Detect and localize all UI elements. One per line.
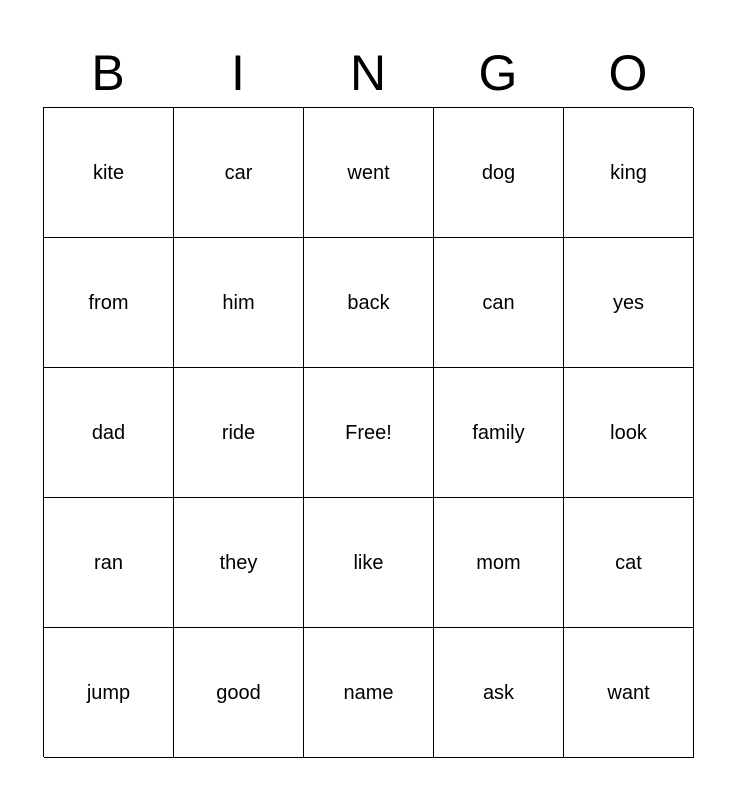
bingo-cell[interactable]: can: [434, 238, 564, 368]
bingo-cell[interactable]: want: [564, 628, 694, 758]
bingo-cell[interactable]: name: [304, 628, 434, 758]
bingo-cell[interactable]: king: [564, 108, 694, 238]
bingo-cell[interactable]: mom: [434, 498, 564, 628]
bingo-cell[interactable]: went: [304, 108, 434, 238]
bingo-cell[interactable]: family: [434, 368, 564, 498]
header-letter-i: I: [231, 45, 245, 101]
bingo-cell[interactable]: from: [44, 238, 174, 368]
bingo-cell[interactable]: look: [564, 368, 694, 498]
bingo-cell[interactable]: car: [174, 108, 304, 238]
header-letter-b: B: [91, 45, 125, 101]
bingo-header: [43, 40, 693, 106]
bingo-cell[interactable]: dog: [434, 108, 564, 238]
bingo-cell[interactable]: ran: [44, 498, 174, 628]
bingo-cell[interactable]: ride: [174, 368, 304, 498]
bingo-cell[interactable]: dad: [44, 368, 174, 498]
bingo-cell[interactable]: him: [174, 238, 304, 368]
header-letter-n: N: [349, 45, 387, 101]
header-letter-o: O: [608, 45, 648, 101]
bingo-cell[interactable]: like: [304, 498, 434, 628]
bingo-cell[interactable]: yes: [564, 238, 694, 368]
bingo-cell[interactable]: they: [174, 498, 304, 628]
bingo-cell[interactable]: cat: [564, 498, 694, 628]
bingo-cell[interactable]: ask: [434, 628, 564, 758]
header-letter-g: G: [478, 45, 518, 101]
bingo-cell[interactable]: good: [174, 628, 304, 758]
bingo-cell[interactable]: back: [304, 238, 434, 368]
bingo-cell[interactable]: kite: [44, 108, 174, 238]
bingo-board: [43, 107, 693, 757]
bingo-free-cell[interactable]: Free!: [304, 368, 434, 498]
bingo-cell[interactable]: jump: [44, 628, 174, 758]
